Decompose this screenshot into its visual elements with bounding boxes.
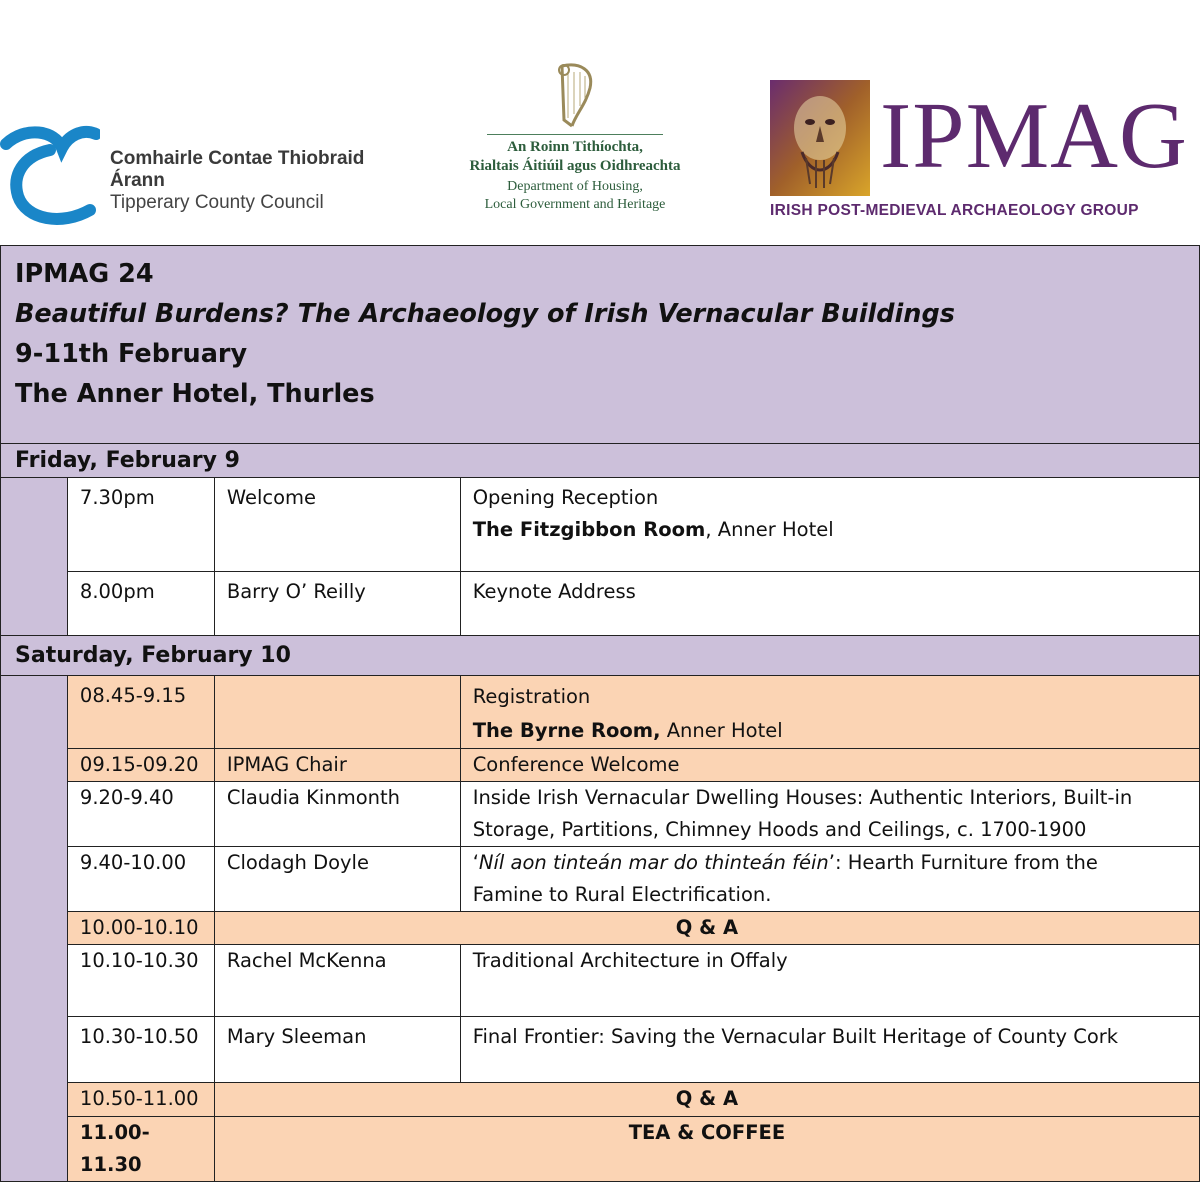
qa-break: Q & A xyxy=(214,912,1199,945)
session-title-line: Storage, Partitions, Chimney Hoods and Ceilings, c. 1700-1900 xyxy=(472,818,1087,841)
table-row xyxy=(1,912,1200,945)
venue-hotel: , Anner Hotel xyxy=(705,518,834,541)
day-heading: Friday, February 9 xyxy=(1,444,1200,478)
ipmag-logo xyxy=(770,80,1190,230)
session-time: 08.45-9.15 xyxy=(67,676,214,749)
table-row xyxy=(1,945,1200,1017)
session-title xyxy=(460,782,1199,847)
carved-face-icon xyxy=(770,80,870,200)
conference-dates: 9-11th February xyxy=(15,339,248,369)
session-title: Keynote Address xyxy=(460,572,1199,636)
session-time: 7.30pm xyxy=(67,478,214,572)
day-margin xyxy=(1,478,68,636)
session-time: 10.10-10.30 xyxy=(67,945,214,1017)
table-row xyxy=(1,478,1200,572)
conference-venue: The Anner Hotel, Thurles xyxy=(15,379,375,409)
irish-proverb: Níl aon tinteán mar do thinteán féin xyxy=(478,851,829,874)
tea-coffee-break: TEA & COFFEE xyxy=(214,1117,1199,1182)
schedule-table xyxy=(0,245,1200,1182)
dept-name-irish-2: Rialtais Áitiúil agus Oidhreachta xyxy=(469,158,681,174)
harp-icon xyxy=(550,60,600,130)
table-row xyxy=(1,1117,1200,1182)
dept-divider xyxy=(487,134,663,135)
session-speaker: Rachel McKenna xyxy=(214,945,460,1017)
session-title-line: Famine to Rural Electrification. xyxy=(472,883,772,906)
tcc-emblem-icon xyxy=(0,118,100,230)
venue-room: The Fitzgibbon Room xyxy=(472,518,706,541)
session-speaker: Barry O’ Reilly xyxy=(214,572,460,636)
tcc-name-english: Tipperary County Council xyxy=(110,192,324,213)
session-venue xyxy=(473,714,1187,748)
day-row-friday xyxy=(1,444,1200,478)
conference-header xyxy=(1,246,1200,444)
table-row xyxy=(1,847,1200,912)
conference-title: Beautiful Burdens? The Archaeology of Irish Vernacular Buildings xyxy=(15,299,955,329)
session-title: Traditional Architecture in Offaly xyxy=(460,945,1199,1017)
session-time: 10.30-10.50 xyxy=(67,1017,214,1083)
session-title-line xyxy=(473,847,1187,879)
day-heading: Saturday, February 10 xyxy=(1,636,1200,676)
table-row xyxy=(1,782,1200,847)
table-row xyxy=(1,749,1200,782)
conference-header-row xyxy=(1,246,1200,444)
qa-break: Q & A xyxy=(214,1083,1199,1117)
title-continuation: ’: Hearth Furniture from the xyxy=(828,851,1098,874)
quote-open: ‘ xyxy=(472,851,479,874)
table-row xyxy=(1,1083,1200,1117)
table-row xyxy=(1,676,1200,749)
session-speaker: Claudia Kinmonth xyxy=(214,782,460,847)
session-time: 9.40-10.00 xyxy=(67,847,214,912)
ipmag-subtitle: IRISH POST-MEDIEVAL ARCHAEOLOGY GROUP xyxy=(770,202,1139,219)
table-row xyxy=(1,572,1200,636)
session-time: 11.00-11.30 xyxy=(67,1117,214,1182)
dept-name-english-1: Department of Housing, xyxy=(507,179,643,194)
department-housing-logo xyxy=(450,60,700,230)
session-time: 09.15-09.20 xyxy=(67,749,214,782)
tcc-name-irish: Comhairle Contae Thiobraid Árann xyxy=(110,148,365,191)
session-speaker: Mary Sleeman xyxy=(214,1017,460,1083)
dept-name-english-2: Local Government and Heritage xyxy=(484,197,666,212)
session-speaker: IPMAG Chair xyxy=(214,749,460,782)
venue-hotel: Anner Hotel xyxy=(660,719,783,742)
day-row-saturday xyxy=(1,636,1200,676)
session-title-text: Registration xyxy=(472,685,591,708)
session-title xyxy=(460,676,1199,749)
session-time: 10.50-11.00 xyxy=(67,1083,214,1117)
session-time: 10.00-10.10 xyxy=(67,912,214,945)
session-title xyxy=(460,847,1199,912)
session-time: 9.20-9.40 xyxy=(67,782,214,847)
venue-room: The Byrne Room, xyxy=(472,719,661,742)
session-speaker: Welcome xyxy=(214,478,460,572)
tipperary-county-council-logo xyxy=(0,118,420,233)
day-margin xyxy=(1,676,68,1182)
session-title: Final Frontier: Saving the Vernacular Built Heritage of County Cork xyxy=(460,1017,1199,1083)
session-venue xyxy=(473,514,1187,546)
session-title: Conference Welcome xyxy=(460,749,1199,782)
session-speaker: Clodagh Doyle xyxy=(214,847,460,912)
table-row xyxy=(1,1017,1200,1083)
session-title-line: Inside Irish Vernacular Dwelling Houses: Authentic Interiors, Built-in xyxy=(472,786,1133,809)
conference-code: IPMAG 24 xyxy=(15,259,154,289)
session-speaker xyxy=(214,676,460,749)
ipmag-wordmark: IPMAG xyxy=(880,84,1188,188)
session-title-text: Opening Reception xyxy=(472,486,659,509)
session-title xyxy=(460,478,1199,572)
dept-name-irish-1: An Roinn Tithíochta, xyxy=(507,139,643,155)
session-time: 8.00pm xyxy=(67,572,214,636)
logo-header xyxy=(0,0,1200,245)
